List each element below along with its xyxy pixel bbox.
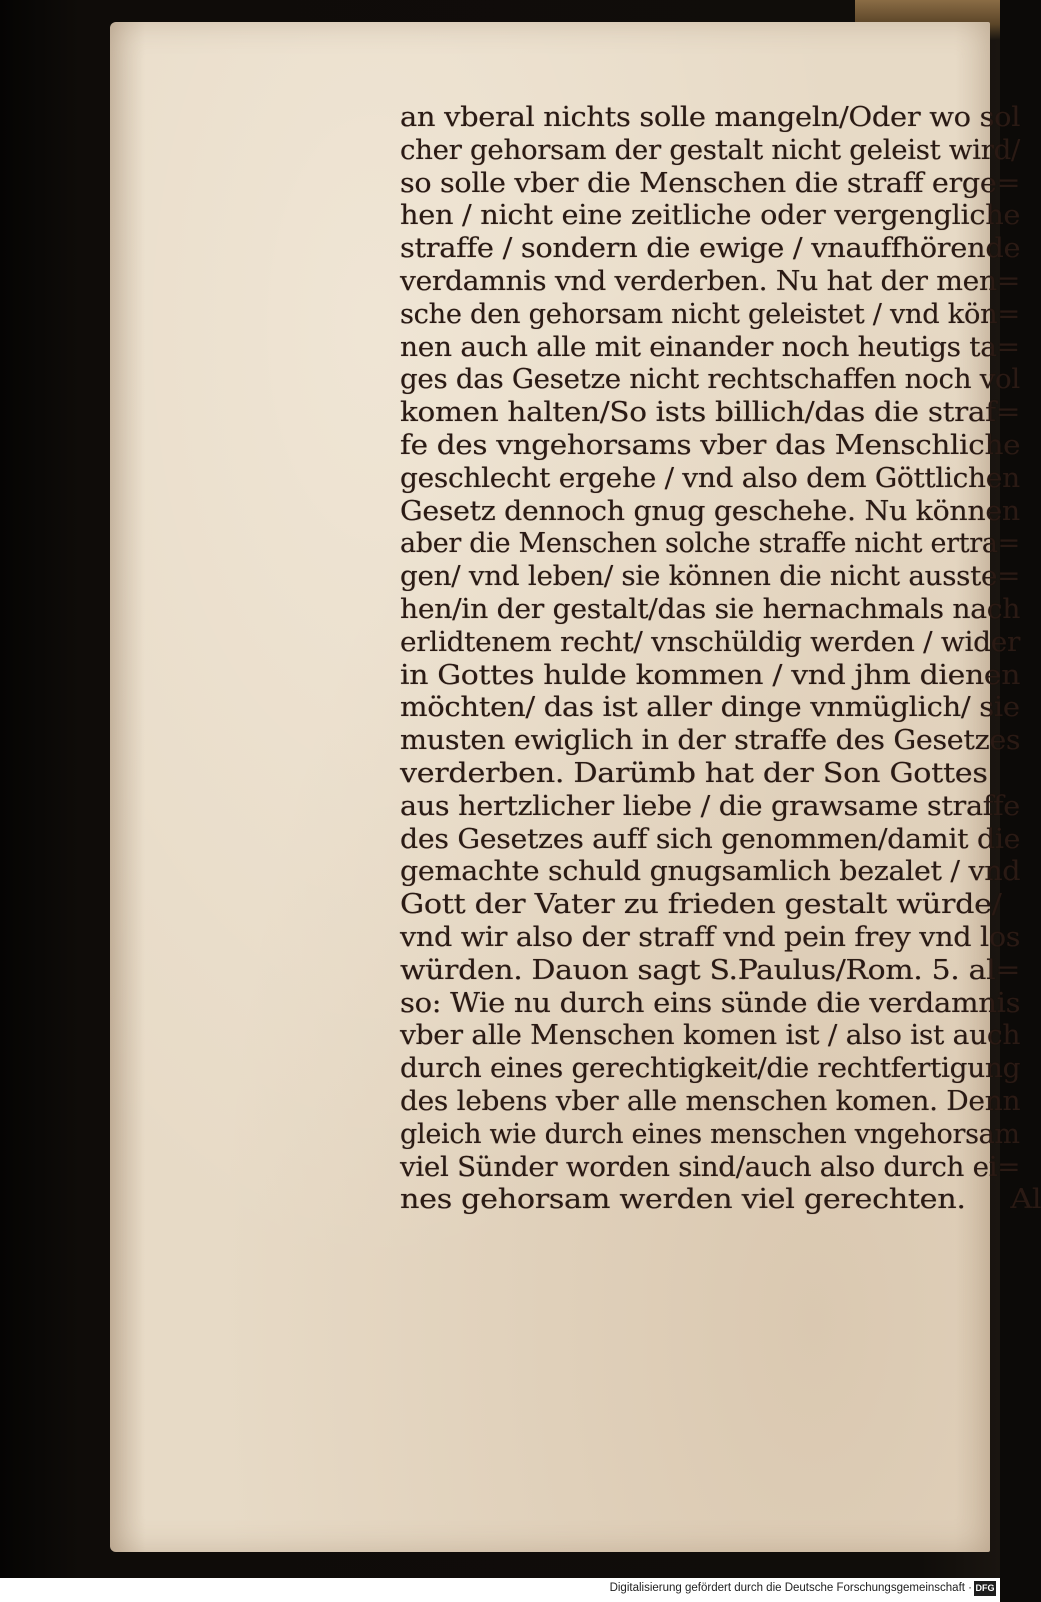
text-line: vnd wir also der straff vnd pein frey vnd los bbox=[400, 921, 1021, 953]
text-line: hen/in der gestalt/das sie hernachmals nach bbox=[400, 593, 1021, 625]
footer-credit: Digitalisierung gefördert durch die Deutsche Forschungsgemeinschaft · bbox=[609, 1582, 972, 1594]
page-text bbox=[400, 102, 1040, 1217]
catchword: Al bbox=[1010, 1184, 1041, 1216]
text-line: in Gottes hulde kommen / vnd jhm dienen bbox=[400, 659, 1021, 691]
text-line: Gott der Vater zu frieden gestalt würde/ bbox=[400, 889, 1002, 921]
text-line: verderben. Darümb hat der Son Gottes bbox=[400, 757, 988, 789]
text-line: musten ewiglich in der straffe des Gesetzes bbox=[400, 725, 1021, 757]
dfg-logo bbox=[974, 1581, 996, 1596]
digitization-footer bbox=[0, 1578, 1000, 1602]
text-line: erlidtenem recht/ vnschüldig werden / wider bbox=[400, 626, 1021, 658]
text-line: an vberal nichts solle mangeln/Oder wo sol bbox=[400, 102, 1021, 133]
text-line: verdamnis vnd verderben. Nu hat der men= bbox=[400, 265, 1021, 297]
text-line: ges das Gesetze nicht rechtschaffen noch vol bbox=[400, 364, 1020, 396]
text-line: des Gesetzes auff sich genommen/damit die bbox=[400, 823, 1021, 855]
text-line: vber alle Menschen komen ist / also ist auch bbox=[400, 1020, 1021, 1052]
book-page bbox=[110, 22, 1041, 1552]
text-line: würden. Dauon sagt S.Paulus/Rom. 5. al= bbox=[400, 954, 1021, 986]
text-line: so: Wie nu durch eins sünde die verdamnis bbox=[400, 987, 1021, 1019]
dfg-logo-text: DFG bbox=[975, 1583, 995, 1593]
text-line: möchten/ das ist aller dinge vnmüglich/ sie bbox=[400, 692, 1020, 724]
text-line: sche den gehorsam nicht geleistet / vnd kön= bbox=[400, 298, 1020, 330]
text-line: fe des vngehorsams vber das Menschliche bbox=[400, 429, 1021, 461]
text-line: aber die Menschen solche straffe nicht ertra= bbox=[400, 528, 1020, 560]
text-line: gen/ vnd leben/ sie können die nicht ausste= bbox=[400, 561, 1021, 593]
text-line: komen halten/So ists billich/das die straf= bbox=[400, 397, 1021, 429]
text-line: aus hertzlicher liebe / die grawsame straffe bbox=[400, 790, 1020, 822]
text-line: cher gehorsam der gestalt nicht geleist wird/ bbox=[400, 134, 1021, 166]
text-line: nen auch alle mit einander noch heutigs ta= bbox=[400, 331, 1020, 363]
text-line: Gesetz dennoch gnug geschehe. Nu können bbox=[400, 495, 1020, 527]
text-line: hen / nicht eine zeitliche oder vergengliche bbox=[400, 200, 1021, 232]
text-line: gleich wie durch eines menschen vngehorsam bbox=[400, 1118, 1020, 1150]
text-line: des lebens vber alle menschen komen. Denn bbox=[400, 1085, 1021, 1117]
text-line: viel Sünder worden sind/auch also durch ei= bbox=[400, 1151, 1021, 1183]
text-line: durch eines gerechtigkeit/die rechtfertigung bbox=[400, 1053, 1021, 1085]
text-line: gemachte schuld gnugsamlich bezalet / vnd bbox=[400, 856, 1021, 888]
text-line: so solle vber die Menschen die straff erge= bbox=[400, 167, 1021, 199]
text-line: straffe / sondern die ewige / vnauffhörende bbox=[400, 233, 1021, 265]
text-line: geschlecht ergehe / vnd also dem Göttlichen bbox=[400, 462, 1020, 494]
text-line: nes gehorsam werden viel gerechten. Al bbox=[400, 1184, 1041, 1216]
